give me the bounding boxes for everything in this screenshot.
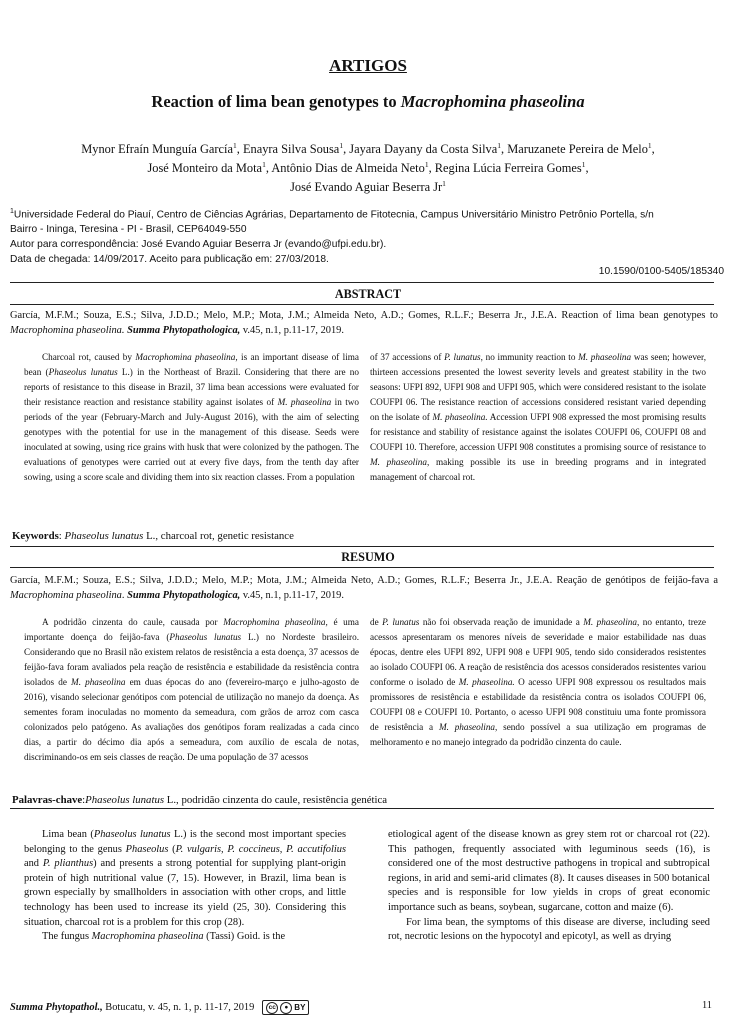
text-run: Lima bean ( <box>42 829 94 840</box>
body-left-column <box>24 828 346 945</box>
paragraph <box>388 916 710 945</box>
author-name: Regina Lúcia Ferreira Gomes <box>434 161 582 176</box>
footer-left <box>10 1000 309 1015</box>
text-run: em duas épocas do ano (fevereiro-março e julho-agosto de 2016), visando selecionar genótipos com potencial de utilização no manejo da doença. As sementes foram inoculadas no momento da semeadura, com grãos de arroz com casca colonizados pelo patógeno. As avaliações dos genótipos foram realizadas a cada cinco dias, a partir do décimo dia após a semeadura, com auxílio de escala de notas, discriminando-os em seis classes de reação. De uma população de 37 acessos <box>24 677 359 762</box>
text-run: and <box>24 858 43 870</box>
article-title <box>0 92 736 112</box>
title-plain: Reaction of lima bean genotypes to <box>151 92 401 111</box>
text-run: For lima bean, the symptoms of this disease are diverse, including seed rot, necrotic lesions on the hypocotyl and epicotyl, as well as drying <box>388 916 710 943</box>
text-run: de <box>370 617 383 627</box>
footer-journal: Summa Phytopathol., <box>10 1002 103 1013</box>
citation-authors: García, M.F.M.; Souza, E.S.; Silva, J.D.D.; Melo, M.P.; Mota, J.M.; Almeida Neto, A.D.; Gomes, R.L.F.; Beserra Jr., J.E.A. Reação de genótipos de feijão-fava a <box>10 575 718 586</box>
affiliation-text-1: Universidade Federal do Piauí, Centro de Ciências Agrárias, Departamento de Fitotecnia, Campus Universitário Ministro Petrônio Portella, s/n <box>13 209 654 221</box>
author-separator: , <box>236 142 243 157</box>
italic-text: Phaseolus lunatus <box>93 829 171 840</box>
author-name: Jayara Dayany da Costa Silva <box>349 142 498 157</box>
divider <box>10 808 714 809</box>
resumo-right-column <box>370 615 706 750</box>
italic-text: M. phaseolina <box>277 397 332 407</box>
author-separator: , <box>651 142 655 157</box>
text-run: , sendo possível a sua utilização em programas de melhoramento e no manejo integrado da podridão cinzenta do caule. <box>370 722 706 747</box>
text-run: , no immunity reaction to <box>480 352 579 362</box>
citation-journal: Summa Phytopathologica, <box>127 325 241 336</box>
text-run: was seen; however, thirteen accessions presented the lowest severity levels and greatest stability in the two seasons: UFPI 892, UFPI 908 and UFPI 905, which were considered resistant to the isolate COUFPI 06. The resistance reaction of accessions considered resistant varied depending on the isolate of <box>370 352 706 422</box>
resumo-heading: RESUMO <box>341 550 395 564</box>
paragraph <box>24 930 346 945</box>
citation-species: Macrophomina phaseolina <box>10 590 122 601</box>
italic-text: P. plianthus <box>42 858 94 870</box>
author-affiliation-sup: 1 <box>339 141 344 150</box>
person-icon: ● <box>280 1002 292 1014</box>
text-run: is an important disease of lima bean ( <box>24 352 359 377</box>
keywords-rest: L., charcoal rot, genetic resistance <box>143 530 294 542</box>
author-separator: , <box>343 142 350 157</box>
citation-species: Macrophomina phaseolina. <box>10 325 125 336</box>
text-run: não foi observada reação de imunidade a <box>419 617 584 627</box>
cc-license-icon <box>262 1000 309 1015</box>
resumo-left-column <box>24 615 359 765</box>
correspondence: Autor para correspondência: José Evando Aguiar Beserra Jr (evando@ufpi.edu.br). <box>10 239 387 251</box>
cc-text: cc <box>266 1002 278 1014</box>
author-affiliation-sup: 1 <box>581 160 586 170</box>
title-species: Macrophomina phaseolina <box>400 92 585 111</box>
text-run: L.) no Nordeste brasileiro. Considerando que no Brasil não existem relatos de resistência a esta doença, 37 acessos de feijão-fava foram avaliados pela reação de resistência e estabilidade da resistência contra isolados de <box>24 632 359 687</box>
italic-text: M. phaseolina. <box>458 677 515 687</box>
italic-text: Phaseolus lunatus <box>48 367 118 377</box>
divider <box>10 546 714 547</box>
author-affiliation-sup: 1 <box>424 160 429 170</box>
divider <box>10 282 714 283</box>
italic-text: Macrophomina phaseolina, <box>223 617 328 627</box>
resumo-citation: García, M.F.M.; Souza, E.S.; Silva, J.D.D.; Melo, M.P.; Mota, J.M.; Almeida Neto, A.D.; Gomes, R.L.F.; Beserra Jr., J.E.A. Reação de genótipos de feijão-fava a Macrophomina phaseolina. Summa Phytopathologica, v.45, n.1, p.11-17, 2019. <box>10 575 718 601</box>
author-separator: , <box>265 161 272 176</box>
text-run: é uma importante doença do feijão-fava ( <box>24 617 359 642</box>
author-name: Antônio Dias de Almeida Neto <box>271 161 425 176</box>
author-name: Enayra Silva Sousa <box>242 142 340 157</box>
author-affiliation-sup: 1 <box>497 141 501 150</box>
affiliation-line-2: Bairro - Ininga, Teresina - PI - Brasil, CEP64049-550 <box>10 224 247 236</box>
keywords-label: Keywords <box>12 530 59 542</box>
abstract-left-column <box>24 350 359 485</box>
italic-text: Macrophomina phaseolina <box>91 931 204 943</box>
text-run: of 37 accessions of <box>370 352 445 362</box>
author-name: Maruzanete Pereira de Melo <box>507 142 648 157</box>
text-run: The fungus <box>42 931 92 943</box>
divider <box>10 567 714 568</box>
text-run: , no entanto, treze acessos apresentaram os menores níveis de severidade e maior estabilidade nas duas épocas, dentre eles UFPI 892, UFPI 908 e UFPI 905, tendo sido considerados resistentes ao isolado COUFPI 06. A reação de resistência dos acessos considerados resistentes variou conforme o isolado de <box>370 617 707 687</box>
keywords-species: Phaseolus lunatus <box>64 530 144 542</box>
italic-text: Phaseolus <box>125 843 169 855</box>
doi: 10.1590/0100-5405/185340 <box>598 266 724 277</box>
text-run: O acesso UFPI 908 expressou os resultados mais promissores de resistência e estabilidade da resistência contra os isolados COUFPI 06, COUFPI 08 e COUFPI 10. Portanto, o acesso UFPI 908 constituiu uma fonte promissora de resistência a <box>370 677 706 732</box>
received-dates: Data de chegada: 14/09/2017. Aceito para publicação em: 27/03/2018. <box>10 254 329 266</box>
italic-text: M. phaseolina <box>71 677 126 687</box>
text-run: (Tassi) Goid. is the <box>203 931 286 943</box>
abstract-citation <box>10 308 718 338</box>
page-number: 11 <box>701 1000 712 1011</box>
text-run: etiological agent of the disease known as grey stem rot or charcoal rot (22). This pathogen, frequently associated with leguminous seeds (16), is considered one of the most destructive pathogens in tropical and subtropical regions, in arid and semi-arid climates (8). It causes diseases in 500 botanical species and is responsible for low yields in crops of great economic importance such as beans, soybean, sugarcane, cotton and maize (6). <box>388 829 710 913</box>
text-run: L.) in the Northeast of Brazil. Considering that there are no reports of resistance to this disease in Brazil, 37 lima bean accessions were evaluated for their resistance reaction and resistance stability against isolates of <box>24 367 359 407</box>
italic-text: P. lunatus <box>382 617 420 627</box>
author-separator: , <box>428 161 435 176</box>
keywords-colon: : <box>58 530 65 542</box>
citation-authors: García, M.F.M.; Souza, E.S.; Silva, J.D.D.; Melo, M.P.; Mota, J.M.; Almeida Neto, A.D.; Gomes, R.L.F.; Beserra Jr., J.E.A. Reaction of lima bean genotypes to <box>10 310 718 321</box>
author-list <box>10 138 726 195</box>
author-affiliation-sup: 1 <box>233 141 237 150</box>
abstract-heading: ABSTRACT <box>334 287 402 301</box>
body-right-column <box>388 828 710 945</box>
author-separator: , <box>500 142 508 157</box>
author-affiliation-sup: 1 <box>647 141 652 150</box>
text-run: ) and presents a strong potential for supplying plant-origin protein of high nutritional value (7, 15). However, in Brazil, lima bean is grown especially by smallholders in association with other crops, and little technology has been used to increase its yield (25, 30). Considering this situation, charcoal rot is a problem for this crop (28). <box>24 858 346 928</box>
text-run: ( <box>168 843 176 855</box>
license-by-text: BY <box>294 1003 306 1012</box>
section-label: ARTIGOS <box>329 56 407 75</box>
italic-text: M. phaseolina <box>578 352 632 362</box>
palavras-colon: : <box>82 794 86 806</box>
palavras-species: Phaseolus lunatus <box>85 794 165 806</box>
affiliation-line-1 <box>10 204 726 222</box>
palavras-label: Palavras-chave <box>12 794 83 806</box>
author-name: Mynor Efraín Munguía García <box>81 142 233 157</box>
text-run: L.) is the second most important species belonging to the genus <box>24 829 346 855</box>
text-run: A podridão cinzenta do caule, causada por <box>42 617 224 627</box>
author-name: José Evando Aguiar Beserra Jr <box>290 180 443 195</box>
citation-volume: v.45, n.1, p.11-17, 2019. <box>240 590 344 601</box>
divider <box>10 304 714 305</box>
paragraph <box>388 828 710 916</box>
palavras-rest: L., podridão cinzenta do caule, resistência genética <box>164 794 388 806</box>
author-separator: , <box>585 161 589 176</box>
italic-text: M. phaseolina. <box>432 412 488 422</box>
author-name: José Monteiro da Mota <box>147 161 263 176</box>
citation-volume: v.45, n.1, p.11-17, 2019. <box>240 325 344 336</box>
italic-text: P. vulgaris, P. coccineus, P. accutifolius <box>175 843 346 855</box>
affiliation-block <box>10 204 726 267</box>
author-affiliation-sup: 1 <box>262 160 266 170</box>
footer-info: Botucatu, v. 45, n. 1, p. 11-17, 2019 <box>102 1002 255 1013</box>
italic-text: M. phaseolina <box>438 722 496 732</box>
abstract-right-column <box>370 350 706 485</box>
text-run: in two periods of the year (February-March and July-August 2016), with the aim of selecting genotypes with the potential for use in the management of this disease. Seeds were inoculated at sowing, using rice grains with husk that were colonized by the pathogen. The evaluations of genotypes were carried out at every five days, from the tenth day after sowing, using a score scale and dividing them into six reaction classes. From a population <box>24 397 359 482</box>
italic-text: M. phaseolina <box>583 617 637 627</box>
italic-text: M. phaseolina <box>370 457 427 467</box>
paragraph <box>24 828 346 930</box>
author-affiliation-sup: 1 <box>442 179 446 189</box>
text-run: Accession UFPI 908 expressed the most promising results for resistance and stability of resistance against the isolates COUFPI 06, COUFPI 08 and COUFPI 10. Therefore, accession UFPI 908 constitutes a promising source of resistance to <box>370 412 706 452</box>
text-run: , making possible its use in breeding programs and in integrated management of charcoal rot. <box>370 457 707 482</box>
citation-journal: Summa Phytopathologica, <box>127 590 241 601</box>
italic-text: Macrophomina phaseolina, <box>135 352 238 362</box>
palavras-chave-line <box>12 794 712 806</box>
text-run: Charcoal rot, caused by <box>42 352 136 362</box>
affiliation-sup: 1 <box>10 208 14 215</box>
keywords-line <box>12 530 712 542</box>
italic-text: Phaseolus lunatus <box>169 632 242 642</box>
italic-text: P. lunatus <box>444 352 481 362</box>
